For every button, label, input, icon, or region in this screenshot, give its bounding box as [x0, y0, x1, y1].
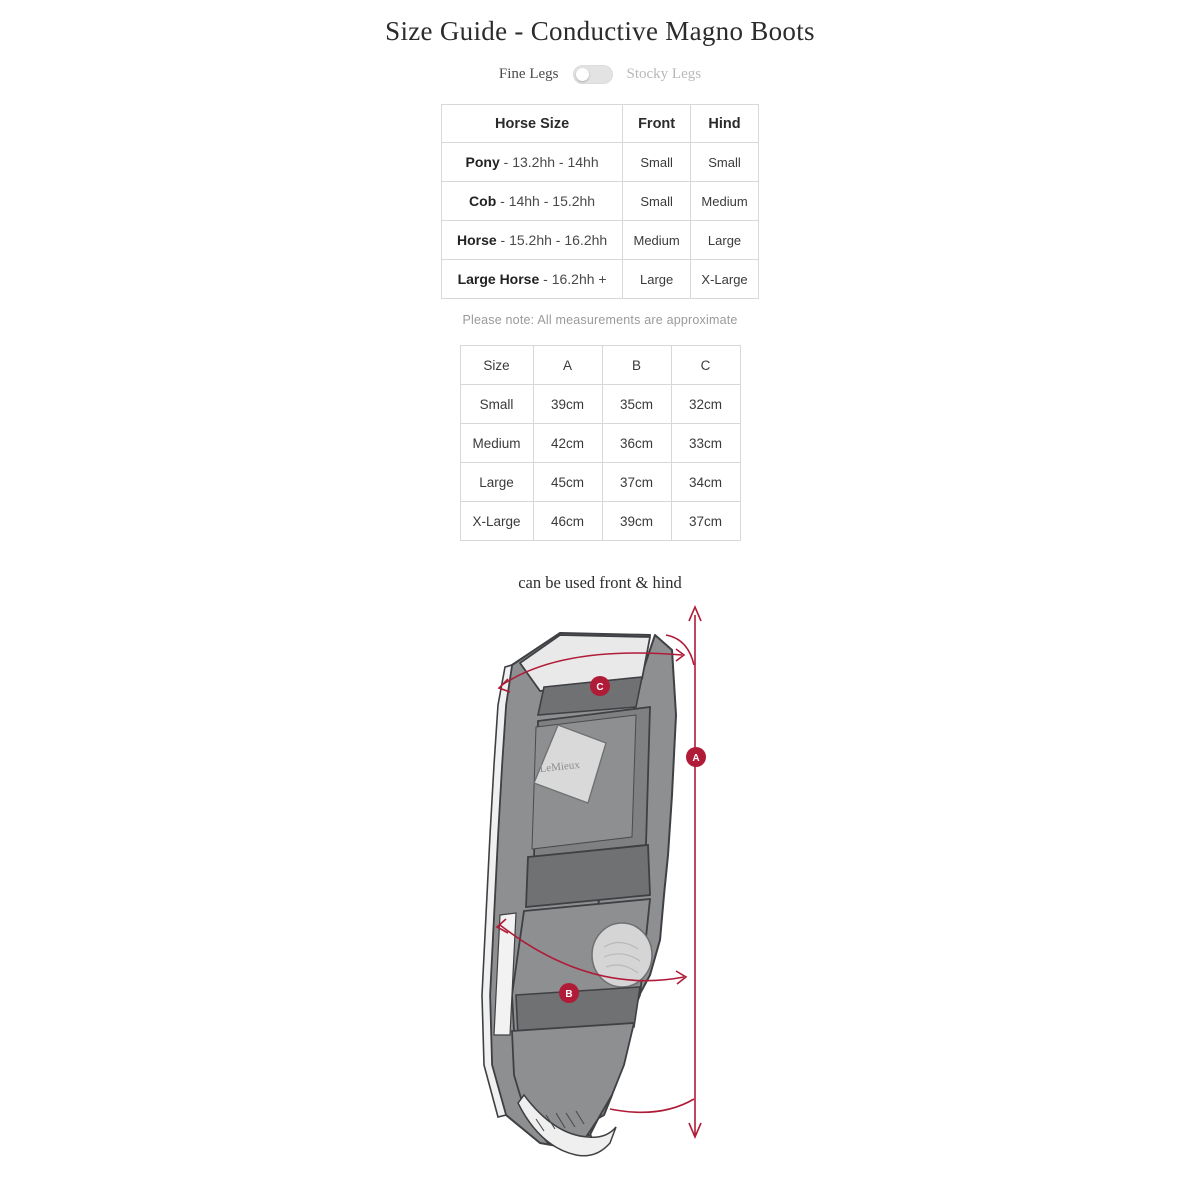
- cell-horse-size: [442, 221, 623, 260]
- cell-front: Large: [623, 260, 691, 299]
- horse-range: - 15.2hh - 16.2hh: [496, 232, 608, 248]
- cell-a: 42cm: [533, 424, 602, 463]
- cell-c: 32cm: [671, 385, 740, 424]
- cell-hind: X-Large: [691, 260, 759, 299]
- cell-b: 39cm: [602, 502, 671, 541]
- table-row: [442, 221, 759, 260]
- table-row: [442, 143, 759, 182]
- marker-a-label: A: [692, 753, 700, 764]
- cell-b: 36cm: [602, 424, 671, 463]
- cell-front: Medium: [623, 221, 691, 260]
- cell-front: Small: [623, 182, 691, 221]
- cell-b: 35cm: [602, 385, 671, 424]
- horse-name: Pony: [465, 154, 500, 170]
- header-a: A: [533, 346, 602, 385]
- switch-knob: [576, 68, 589, 81]
- measurement-table: [460, 345, 741, 541]
- cell-hind: Small: [691, 143, 759, 182]
- cell-size: X-Large: [460, 502, 533, 541]
- front-hind-note: can be used front & hind: [518, 573, 682, 592]
- header-c: C: [671, 346, 740, 385]
- table-row: [460, 463, 740, 502]
- cell-front: Small: [623, 143, 691, 182]
- cell-a: 45cm: [533, 463, 602, 502]
- cell-c: 34cm: [671, 463, 740, 502]
- table-header-row: [442, 105, 759, 143]
- cell-hind: Medium: [691, 182, 759, 221]
- header-hind: Hind: [691, 105, 759, 143]
- marker-c-label: C: [596, 682, 604, 693]
- cell-a: 46cm: [533, 502, 602, 541]
- cell-horse-size: [442, 143, 623, 182]
- table-row: [442, 260, 759, 299]
- table-row: [460, 502, 740, 541]
- cell-size: Small: [460, 385, 533, 424]
- table-row: [442, 182, 759, 221]
- boot-diagram-svg: [0, 595, 1200, 1195]
- boot-illustration: [482, 633, 676, 1156]
- horse-range: - 13.2hh - 14hh: [499, 154, 599, 170]
- boot-measurement-diagram: [0, 595, 1200, 1195]
- toggle-label-stocky-legs[interactable]: Stocky Legs: [626, 66, 702, 82]
- table-row: [460, 385, 740, 424]
- horse-range: - 16.2hh +: [539, 271, 607, 287]
- horse-name: Large Horse: [457, 271, 540, 287]
- marker-b-label: B: [565, 989, 573, 1000]
- conductive-pad: [592, 923, 652, 987]
- page-title: Size Guide - Conductive Magno Boots: [385, 16, 815, 46]
- toggle-label-fine-legs[interactable]: Fine Legs: [498, 66, 559, 82]
- header-size: Size: [460, 346, 533, 385]
- cell-size: Medium: [460, 424, 533, 463]
- horse-size-table: [441, 104, 759, 299]
- horse-name: Cob: [469, 193, 497, 209]
- header-b: B: [602, 346, 671, 385]
- cell-horse-size: [442, 260, 623, 299]
- cell-a: 39cm: [533, 385, 602, 424]
- leg-type-switch[interactable]: [573, 65, 613, 84]
- cell-c: 37cm: [671, 502, 740, 541]
- approximate-note: Please note: All measurements are approximate: [462, 313, 738, 327]
- cell-size: Large: [460, 463, 533, 502]
- horse-range: - 14hh - 15.2hh: [496, 193, 596, 209]
- cell-hind: Large: [691, 221, 759, 260]
- table-row: [460, 424, 740, 463]
- cell-b: 37cm: [602, 463, 671, 502]
- brand-label: LeMieux: [539, 758, 581, 776]
- table-header-row: [460, 346, 740, 385]
- header-front: Front: [623, 105, 691, 143]
- cell-horse-size: [442, 182, 623, 221]
- measurement-table-wrap: [0, 345, 1200, 541]
- header-horse-size: Horse Size: [442, 105, 623, 143]
- horse-size-table-wrap: [0, 104, 1200, 299]
- horse-name: Horse: [456, 232, 497, 248]
- cell-c: 33cm: [671, 424, 740, 463]
- leg-type-toggle-row[interactable]: [0, 65, 1200, 84]
- measure-leader-a-bottom: [610, 1099, 694, 1112]
